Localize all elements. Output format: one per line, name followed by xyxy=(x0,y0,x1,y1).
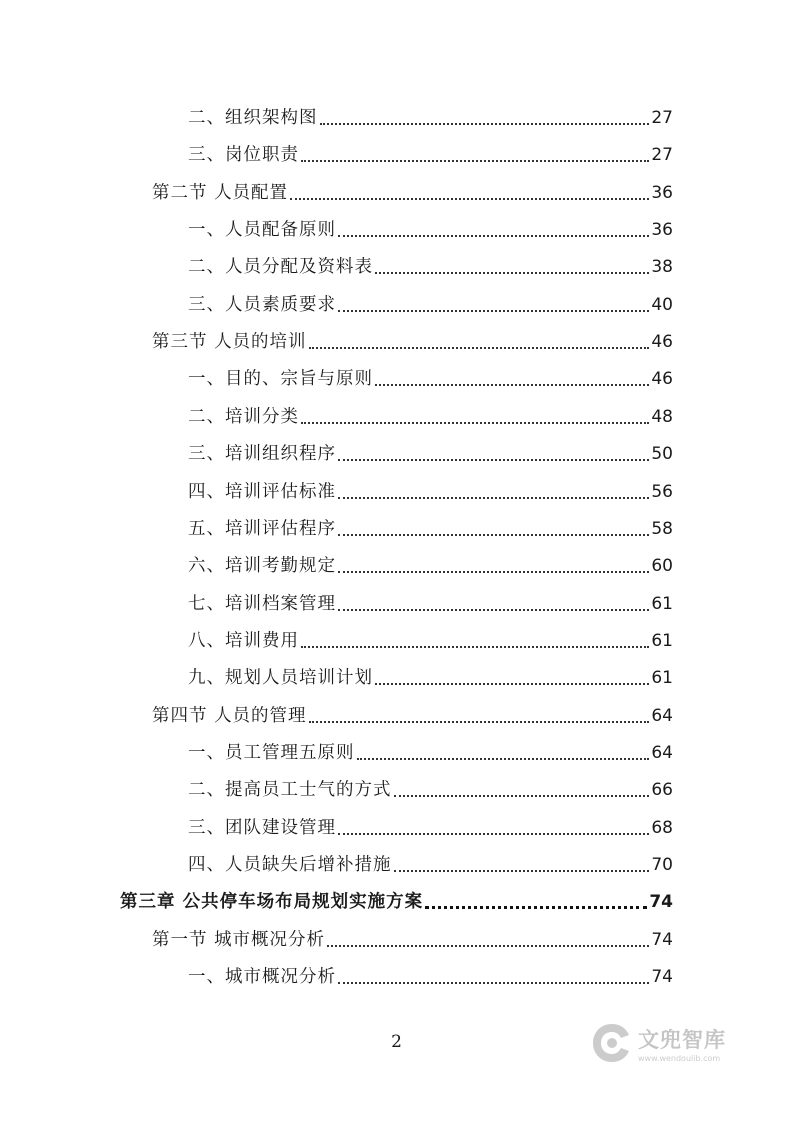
toc-entry-page: 46 xyxy=(651,332,673,353)
toc-entry[interactable] xyxy=(188,291,673,319)
watermark-url: www.wendoulib.com xyxy=(638,1053,721,1063)
wendou-logo-icon xyxy=(590,1021,634,1065)
toc-dot-leader xyxy=(309,721,650,723)
toc-entry-page: 58 xyxy=(651,518,673,539)
toc-dot-leader xyxy=(338,310,649,312)
toc-dot-leader xyxy=(338,571,649,573)
toc-entry[interactable] xyxy=(188,814,673,842)
toc-entry[interactable] xyxy=(188,664,673,692)
toc-entry-page: 27 xyxy=(651,145,673,166)
toc-entry-page: 46 xyxy=(651,369,673,390)
toc-entry-title: 第二节 人员配置 xyxy=(152,182,289,203)
toc-entry-title: 第三节 人员的培训 xyxy=(152,332,307,353)
toc-dot-leader xyxy=(425,906,647,909)
toc-entry-page: 61 xyxy=(651,630,673,651)
toc-dot-leader xyxy=(375,384,649,386)
toc-entry[interactable] xyxy=(188,141,673,169)
toc-entry[interactable] xyxy=(188,552,673,580)
toc-dot-leader xyxy=(357,758,650,760)
toc-entry-title: 八、培训费用 xyxy=(188,630,299,651)
page-number: 2 xyxy=(391,1032,402,1052)
watermark-name: 文兜智库 xyxy=(638,1027,726,1052)
toc-dot-leader xyxy=(394,795,650,797)
toc-entry[interactable] xyxy=(188,739,673,767)
toc-dot-leader xyxy=(301,422,649,424)
toc-entry[interactable] xyxy=(188,590,673,618)
toc-entry-page: 50 xyxy=(651,444,673,465)
toc-entry[interactable] xyxy=(188,253,673,281)
toc-entry-page: 36 xyxy=(651,220,673,241)
toc-entry-page: 61 xyxy=(651,593,673,614)
toc-entry[interactable] xyxy=(152,179,673,207)
toc-entry-page: 61 xyxy=(651,668,673,689)
toc-dot-leader xyxy=(320,123,650,125)
toc-entry[interactable] xyxy=(188,216,673,244)
toc-entry-title: 五、培训评估程序 xyxy=(188,518,336,539)
toc-dot-leader xyxy=(375,272,649,274)
toc-dot-leader xyxy=(338,459,649,461)
toc-entry[interactable] xyxy=(152,328,673,356)
toc-dot-leader xyxy=(338,982,649,984)
toc-entry[interactable] xyxy=(188,440,673,468)
toc-entry[interactable] xyxy=(152,926,673,954)
toc-dot-leader xyxy=(338,235,649,237)
toc-entry[interactable] xyxy=(188,104,673,132)
toc-entry-title: 三、岗位职责 xyxy=(188,145,299,166)
toc-entry-page: 74 xyxy=(651,967,673,988)
toc-entry-title: 三、团队建设管理 xyxy=(188,817,336,838)
toc-dot-leader xyxy=(290,198,649,200)
toc-dot-leader xyxy=(375,683,649,685)
toc-dot-leader xyxy=(338,833,649,835)
toc-entry-page: 70 xyxy=(651,855,673,875)
toc-entry-page: 66 xyxy=(651,780,673,801)
toc-entry-title: 四、人员缺失后增补措施 xyxy=(188,855,392,875)
toc-entry[interactable] xyxy=(120,888,673,916)
toc-entry[interactable] xyxy=(188,403,673,431)
toc-entry-page: 36 xyxy=(651,182,673,203)
toc-entry-title: 第四节 人员的管理 xyxy=(152,705,307,726)
toc-dot-leader xyxy=(338,609,649,611)
toc-entry-page: 74 xyxy=(651,929,673,950)
toc-entry-title: 一、员工管理五原则 xyxy=(188,742,355,763)
toc-entry-title: 二、人员分配及资料表 xyxy=(188,257,373,278)
toc-entry[interactable] xyxy=(152,702,673,730)
toc-dot-leader xyxy=(338,534,649,536)
toc-entry-title: 一、目的、宗旨与原则 xyxy=(188,369,373,390)
toc-entry-title: 二、组织架构图 xyxy=(188,108,318,128)
toc-entry-title: 九、规划人员培训计划 xyxy=(188,668,373,689)
toc-entry-page: 74 xyxy=(649,892,673,913)
toc-entry-page: 68 xyxy=(651,817,673,838)
toc-dot-leader xyxy=(301,160,649,162)
toc-entry[interactable] xyxy=(188,478,673,506)
toc-dot-leader xyxy=(338,497,649,499)
toc-entry-title: 一、人员配备原则 xyxy=(188,220,336,241)
toc-entry-title: 二、提高员工士气的方式 xyxy=(188,780,392,801)
toc-entry-title: 第三章 公共停车场布局规划实施方案 xyxy=(120,892,424,913)
toc-entry[interactable] xyxy=(188,851,673,879)
toc-entry-page: 64 xyxy=(651,705,673,726)
toc-entry-page: 56 xyxy=(651,481,673,502)
toc-entry-title: 一、城市概况分析 xyxy=(188,967,336,988)
toc-entry-title: 第一节 城市概况分析 xyxy=(152,929,326,950)
toc-entry[interactable] xyxy=(188,776,673,804)
toc-dot-leader xyxy=(309,347,650,349)
toc-entry-page: 60 xyxy=(651,556,673,577)
toc-entry-page: 64 xyxy=(651,742,673,763)
toc-entry-page: 27 xyxy=(651,108,673,128)
toc-entry-page: 40 xyxy=(651,294,673,315)
toc-dot-leader xyxy=(394,870,650,872)
toc-entry[interactable] xyxy=(188,365,673,393)
toc-entry-title: 三、培训组织程序 xyxy=(188,444,336,465)
toc-entry-title: 七、培训档案管理 xyxy=(188,593,336,614)
toc-entry-page: 48 xyxy=(651,406,673,427)
toc-entry[interactable] xyxy=(188,515,673,543)
watermark xyxy=(590,1020,770,1066)
toc-dot-leader xyxy=(327,945,649,947)
toc-entry-title: 三、人员素质要求 xyxy=(188,294,336,315)
toc-entry-title: 六、培训考勤规定 xyxy=(188,556,336,577)
toc-entry-title: 四、培训评估标准 xyxy=(188,481,336,502)
toc-entry-title: 二、培训分类 xyxy=(188,406,299,427)
toc-entry-page: 38 xyxy=(651,257,673,278)
toc-entry[interactable] xyxy=(188,963,673,991)
toc-entry[interactable] xyxy=(188,627,673,655)
toc-dot-leader xyxy=(301,646,649,648)
